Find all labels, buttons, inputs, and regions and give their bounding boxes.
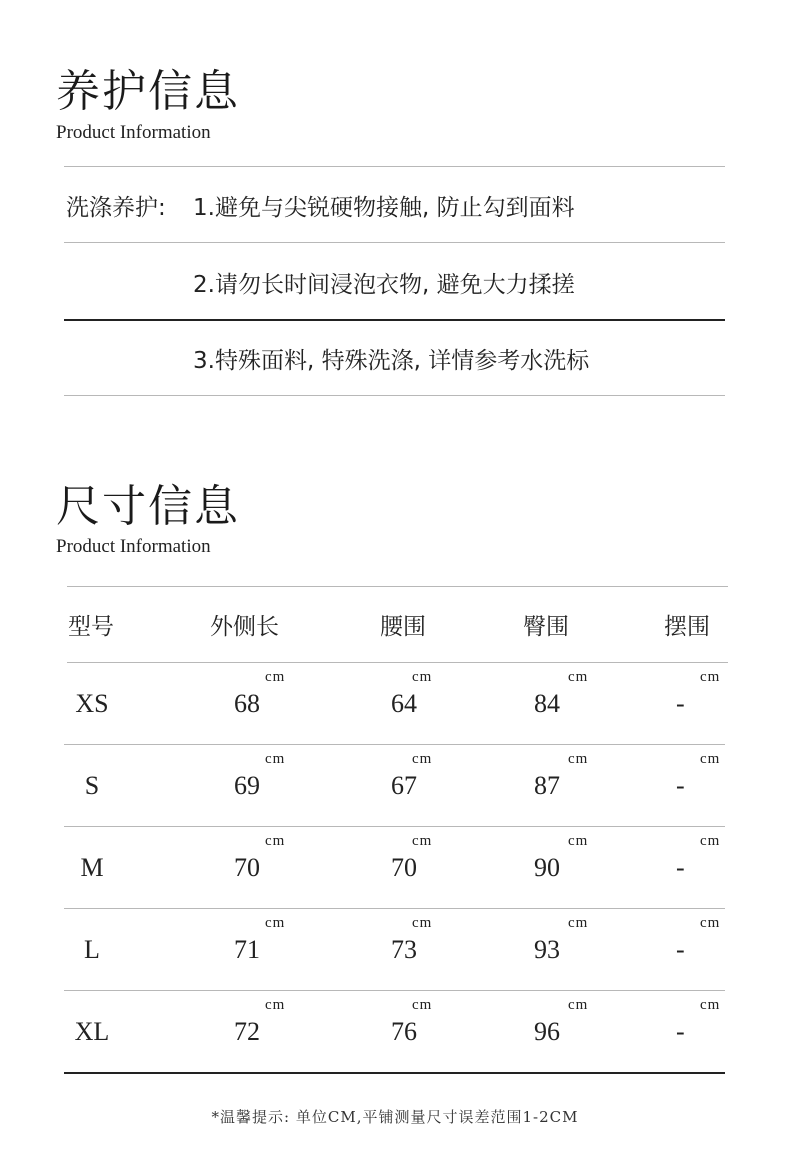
divider — [64, 395, 725, 396]
divider — [64, 166, 725, 167]
unit-label: cm — [265, 915, 286, 931]
size-label: XS — [75, 689, 109, 718]
table-row — [0, 991, 790, 1073]
divider — [64, 319, 725, 321]
table-top-border — [67, 586, 728, 587]
divider — [64, 242, 725, 243]
table-row — [0, 909, 790, 991]
table-row — [0, 745, 790, 827]
unit-label: cm — [265, 997, 286, 1013]
unit-label: cm — [700, 915, 721, 931]
unit-label: cm — [265, 833, 286, 849]
header-waist: 腰围 — [380, 614, 426, 640]
unit-label: cm — [700, 833, 721, 849]
unit-label: cm — [412, 915, 433, 931]
care-subtitle: Product Information — [56, 122, 211, 143]
size-title: 尺寸信息 — [56, 481, 240, 532]
unit-label: cm — [265, 669, 286, 685]
value-length: 68 — [234, 689, 260, 718]
table-row — [0, 663, 790, 745]
care-item-3: 3.特殊面料, 特殊洗涤, 详情参考水洗标 — [193, 348, 590, 374]
unit-label: cm — [265, 751, 286, 767]
unit-label: cm — [700, 669, 721, 685]
header-length: 外侧长 — [210, 614, 279, 640]
value-hem: - — [676, 1017, 685, 1046]
size-label: XL — [74, 1017, 110, 1046]
value-hem: - — [676, 853, 685, 882]
value-hip: 87 — [534, 771, 560, 800]
size-label: M — [80, 853, 104, 882]
table-row — [0, 827, 790, 909]
unit-label: cm — [700, 751, 721, 767]
unit-label: cm — [412, 997, 433, 1013]
value-length: 70 — [234, 853, 260, 882]
value-waist: 76 — [391, 1017, 417, 1046]
value-waist: 70 — [391, 853, 417, 882]
row-divider — [64, 1072, 725, 1074]
unit-label: cm — [568, 669, 589, 685]
unit-label: cm — [568, 751, 589, 767]
size-label: S — [84, 771, 100, 800]
unit-label: cm — [568, 997, 589, 1013]
value-hem: - — [676, 935, 685, 964]
value-hem: - — [676, 771, 685, 800]
unit-label: cm — [568, 833, 589, 849]
care-item-2: 2.请勿长时间浸泡衣物, 避免大力揉搓 — [193, 272, 575, 298]
value-hip: 90 — [534, 853, 560, 882]
size-label: L — [84, 935, 100, 964]
value-length: 72 — [234, 1017, 260, 1046]
care-title: 养护信息 — [56, 66, 240, 117]
header-hem: 摆围 — [664, 614, 710, 640]
size-note: *温馨提示: 单位CM,平铺测量尺寸误差范围1-2CM — [211, 1108, 579, 1126]
care-item-1: 1.避免与尖锐硬物接触, 防止勾到面料 — [193, 195, 575, 221]
value-length: 71 — [234, 935, 260, 964]
care-label: 洗涤养护: — [66, 195, 166, 221]
value-waist: 73 — [391, 935, 417, 964]
header-hip: 臀围 — [523, 614, 569, 640]
value-hip: 84 — [534, 689, 560, 718]
value-hip: 96 — [534, 1017, 560, 1046]
value-waist: 67 — [391, 771, 417, 800]
value-length: 69 — [234, 771, 260, 800]
unit-label: cm — [412, 833, 433, 849]
value-hip: 93 — [534, 935, 560, 964]
unit-label: cm — [568, 915, 589, 931]
value-waist: 64 — [391, 689, 417, 718]
value-hem: - — [676, 689, 685, 718]
unit-label: cm — [700, 997, 721, 1013]
unit-label: cm — [412, 751, 433, 767]
unit-label: cm — [412, 669, 433, 685]
size-subtitle: Product Information — [56, 536, 211, 557]
header-size: 型号 — [68, 614, 114, 640]
